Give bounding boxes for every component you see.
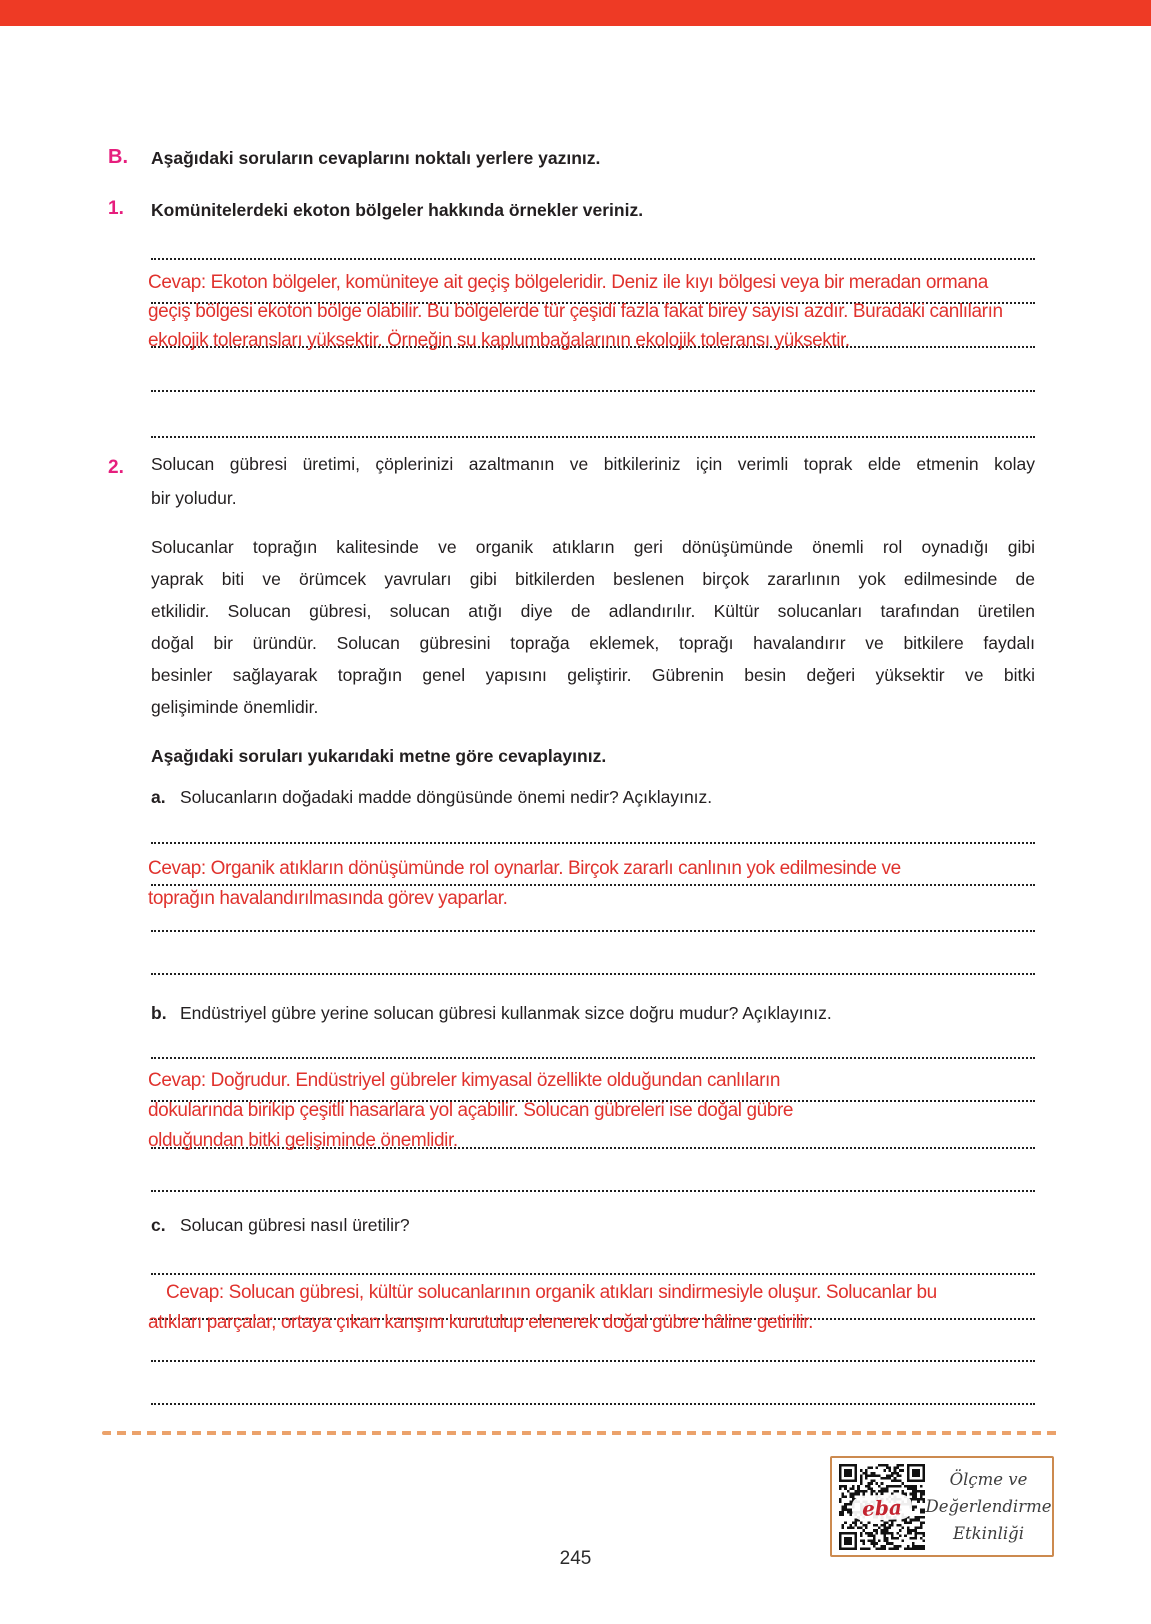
answer-dotted-line bbox=[151, 973, 1035, 975]
dashed-separator-line bbox=[102, 1431, 1059, 1435]
paragraph-line: besinler sağlayarak toprağın genel yapısını geliştirir. Gübrenin besin değeri yüksektir ve bitki bbox=[151, 665, 1035, 685]
intro-line: Solucan gübresi üretimi, çöplerinizi azaltmanın ve bitkileriniz için verimli toprak elde etmenin kolay bbox=[151, 454, 1035, 474]
answer-dotted-line bbox=[151, 842, 1035, 844]
qr-caption bbox=[925, 1466, 1052, 1547]
answer-dotted-line bbox=[151, 436, 1035, 438]
answer-dotted-line bbox=[151, 930, 1035, 932]
answer-dotted-line bbox=[151, 1360, 1035, 1362]
answer-text-line: Cevap: Ekoton bölgeler, komüniteye ait geçiş bölgeleridir. Deniz ile kıyı bölgesi veya bir meradan ormana bbox=[148, 272, 988, 293]
answer-text-line: ekolojik toleransları yüksektir. Örneğin su kaplumbağalarının ekolojik toleransı yüksektir. bbox=[148, 330, 850, 351]
answer-dotted-line bbox=[151, 390, 1035, 392]
answer-dotted-line bbox=[151, 1273, 1035, 1275]
answer-dotted-line bbox=[151, 1403, 1035, 1405]
page-number: 245 bbox=[559, 1548, 592, 1569]
sub-question-b-text: Endüstriyel gübre yerine solucan gübresi kullanmak sizce doğru mudur? Açıklayınız. bbox=[180, 1003, 832, 1023]
answer-dotted-line bbox=[151, 258, 1035, 260]
paragraph-line: etkilidir. Solucan gübresi, solucan atığı diye de adlandırılır. Kültür solucanları tarafından üretilen bbox=[151, 601, 1035, 621]
sub-question-b-label: b. bbox=[151, 1003, 167, 1023]
qr-caption-line: Etkinliği bbox=[953, 1524, 1024, 1543]
sub-question-c-text: Solucan gübresi nasıl üretilir? bbox=[180, 1215, 410, 1235]
qr-code bbox=[839, 1464, 925, 1550]
answer-text-line: Cevap: Solucan gübresi, kültür solucanlarının organik atıkları sindirmesiyle oluşur. Solucanlar bu bbox=[166, 1282, 937, 1303]
answer-text-line: Cevap: Doğrudur. Endüstriyel gübreler kimyasal özellikte olduğundan canlıların bbox=[148, 1070, 781, 1091]
paragraph-line: yaprak biti ve örümcek yavruları gibi bitkilerden beslenen birçok zararlının yok edilmesinde de bbox=[151, 569, 1035, 589]
paragraph-line: gelişiminde önemlidir. bbox=[151, 697, 319, 717]
eba-qr-box bbox=[830, 1456, 1054, 1557]
qr-caption-line: Değerlendirme bbox=[925, 1497, 1052, 1516]
sub-question-c-label: c. bbox=[151, 1215, 166, 1235]
eba-logo: eba bbox=[852, 1493, 913, 1520]
intro-line: bir yoludur. bbox=[151, 488, 237, 508]
answer-text-line: toprağın havalandırılmasında görev yaparlar. bbox=[148, 888, 508, 909]
paragraph-line: doğal bir üründür. Solucan gübresini toprağa eklemek, toprağı havalandırır ve bitkilere faydalı bbox=[151, 633, 1035, 653]
answer-text-line: Cevap: Organik atıkların dönüşümünde rol oynarlar. Birçok zararlı canlının yok edilmesinde ve bbox=[148, 858, 901, 879]
sub-question-a-label: a. bbox=[151, 787, 166, 807]
question-1-answer-text bbox=[148, 268, 1003, 355]
answer-dotted-line bbox=[151, 1190, 1035, 1192]
question-1-number: 1. bbox=[108, 198, 124, 219]
section-b-label: B. bbox=[108, 146, 128, 168]
qr-caption-line: Ölçme ve bbox=[949, 1470, 1028, 1489]
sub-question-b-answer-text bbox=[148, 1066, 793, 1156]
question-2-number: 2. bbox=[108, 457, 124, 478]
question-2-intro bbox=[151, 447, 1035, 515]
instruction-heading: Aşağıdaki soruları yukarıdaki metne göre cevaplayınız. bbox=[151, 746, 607, 766]
paragraph-line: Solucanlar toprağın kalitesinde ve organik atıkların geri dönüşümünde önemli rol oynadığı gibi bbox=[151, 537, 1035, 557]
answer-text-line: dokularında birikip çeşitli hasarlara yol açabilir. Solucan gübreleri ise doğal gübre bbox=[148, 1100, 794, 1121]
sub-question-a-text: Solucanların doğadaki madde döngüsünde önemi nedir? Açıklayınız. bbox=[180, 787, 713, 807]
answer-text-line: atıkları parçalar, ortaya çıkan karışım kurutulup elenerek doğal gübre hâline getirilir. bbox=[148, 1312, 813, 1333]
sub-question-a-answer-text bbox=[148, 854, 901, 914]
answer-dotted-line bbox=[151, 1057, 1035, 1059]
section-b-title: Aşağıdaki soruların cevaplarını noktalı yerlere yazınız. bbox=[151, 148, 601, 168]
page-top-banner bbox=[0, 0, 1151, 26]
answer-text-line: olduğundan bitki gelişiminde önemlidir. bbox=[148, 1130, 458, 1151]
answer-text-line: geçiş bölgesi ekoton bölge olabilir. Bu bölgelerde tür çeşidi fazla fakat birey sayısı azdır. Buradaki canlıların bbox=[148, 301, 1003, 322]
question-2-paragraph bbox=[151, 531, 1035, 723]
sub-question-c-answer-text bbox=[148, 1278, 937, 1338]
question-1-text: Komünitelerdeki ekoton bölgeler hakkında örnekler veriniz. bbox=[151, 200, 644, 220]
